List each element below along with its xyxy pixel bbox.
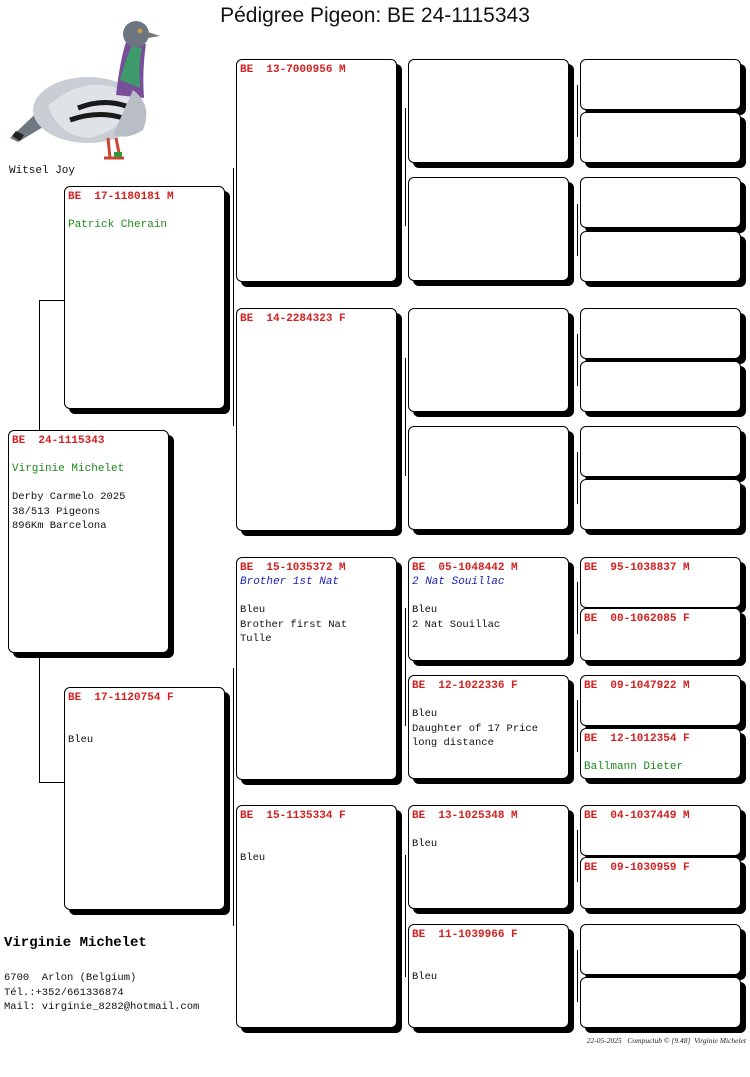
sire-dam-card[interactable]	[236, 308, 397, 531]
gen5-card[interactable]	[580, 675, 741, 726]
pigeon-info: Bleu Daughter of 17 Price long distance	[412, 708, 539, 749]
ring-number: BE 13-7000956 M	[240, 64, 346, 76]
gen5-card[interactable]	[580, 426, 741, 477]
connector	[405, 608, 406, 726]
ring-number: BE 12-1012354 F	[584, 733, 690, 745]
ring-number: BE 04-1037449 M	[584, 810, 690, 822]
gen5-card[interactable]	[580, 59, 741, 110]
pigeon-photo	[8, 10, 168, 165]
connector	[577, 700, 578, 752]
ring-number: BE 12-1022336 F	[412, 680, 518, 692]
ring-number: BE 14-2284323 F	[240, 313, 346, 325]
subject-card[interactable]	[8, 430, 169, 653]
pigeon-info: Bleu	[240, 852, 266, 864]
dam-card[interactable]	[64, 687, 225, 910]
gen5-card[interactable]	[580, 728, 741, 779]
gen5-card[interactable]	[580, 361, 741, 412]
sire-sire-card[interactable]	[236, 59, 397, 282]
gen5-card[interactable]	[580, 557, 741, 608]
gen5-card[interactable]	[580, 805, 741, 856]
gen5-card[interactable]	[580, 112, 741, 163]
pigeon-info: Bleu	[68, 734, 94, 746]
connector	[39, 300, 40, 430]
connector	[577, 85, 578, 137]
gen4-card[interactable]	[408, 675, 569, 779]
gen5-card[interactable]	[580, 308, 741, 359]
connector	[405, 358, 406, 476]
ring-number: BE 11-1039966 F	[412, 929, 518, 941]
pigeon-title: Brother 1st Nat	[240, 576, 340, 588]
pigeon-info: Bleu 2 Nat Souillac	[412, 604, 501, 631]
gen4-card[interactable]	[408, 924, 569, 1028]
gen5-card[interactable]	[580, 231, 741, 282]
gen4-card[interactable]	[408, 177, 569, 281]
dam-sire-card[interactable]	[236, 557, 397, 780]
connector	[577, 582, 578, 634]
pigeon-name: Witsel Joy	[9, 165, 76, 177]
ring-number: BE 15-1135334 F	[240, 810, 346, 822]
ring-number: BE 17-1180181 M	[68, 191, 174, 203]
breeder-contact: 6700 Arlon (Belgium) Tél.:+352/661336874 Mail: virginie_8282@hotmail.com	[4, 972, 200, 1013]
ring-number: BE 09-1030959 F	[584, 862, 690, 874]
page-title: Pédigree Pigeon: BE 24-1115343	[220, 4, 530, 27]
gen5-card[interactable]	[580, 479, 741, 530]
owner-name: Virginie Michelet	[12, 463, 125, 475]
ring-number: BE 17-1120754 F	[68, 692, 174, 704]
owner-name: Patrick Cherain	[68, 219, 168, 231]
pigeon-info: Bleu	[412, 838, 438, 850]
owner-name: Ballmann Dieter	[584, 761, 684, 773]
connector	[233, 668, 234, 926]
gen5-card[interactable]	[580, 857, 741, 909]
connector	[577, 334, 578, 386]
connector	[577, 452, 578, 504]
gen5-card[interactable]	[580, 608, 741, 661]
connector	[39, 655, 40, 782]
gen5-card[interactable]	[580, 977, 741, 1028]
ring-number: BE 09-1047922 M	[584, 680, 690, 692]
connector	[577, 204, 578, 256]
ring-number: BE 00-1062085 F	[584, 613, 690, 625]
pigeon-info: Bleu	[412, 971, 438, 983]
footer-text: 22-05-2025 Compuclub © [9.48] Virginie Michelet	[586, 1036, 746, 1045]
pigeon-info: Derby Carmelo 2025 38/513 Pigeons 896Km Barcelona	[12, 491, 126, 532]
connector	[405, 855, 406, 977]
gen4-card[interactable]	[408, 426, 569, 530]
ring-number: BE 15-1035372 M	[240, 562, 346, 574]
gen4-card[interactable]	[408, 308, 569, 412]
connector	[39, 300, 64, 301]
ring-number: BE 95-1038837 M	[584, 562, 690, 574]
connector	[577, 830, 578, 882]
ring-number: BE 24-1115343	[12, 435, 105, 447]
connector	[39, 782, 64, 783]
breeder-name: Virginie Michelet	[4, 935, 147, 951]
gen5-card[interactable]	[580, 924, 741, 975]
sire-card[interactable]	[64, 186, 225, 409]
dam-dam-card[interactable]	[236, 805, 397, 1028]
gen5-card[interactable]	[580, 177, 741, 228]
ring-number: BE 13-1025348 M	[412, 810, 518, 822]
pigeon-title: 2 Nat Souillac	[412, 576, 505, 588]
gen4-card[interactable]	[408, 805, 569, 909]
gen4-card[interactable]	[408, 59, 569, 163]
pigeon-info: Bleu Brother first Nat Tulle	[240, 604, 348, 645]
ring-number: BE 05-1048442 M	[412, 562, 518, 574]
connector	[405, 108, 406, 226]
connector	[577, 950, 578, 1002]
connector	[233, 168, 234, 426]
gen4-card[interactable]	[408, 557, 569, 661]
